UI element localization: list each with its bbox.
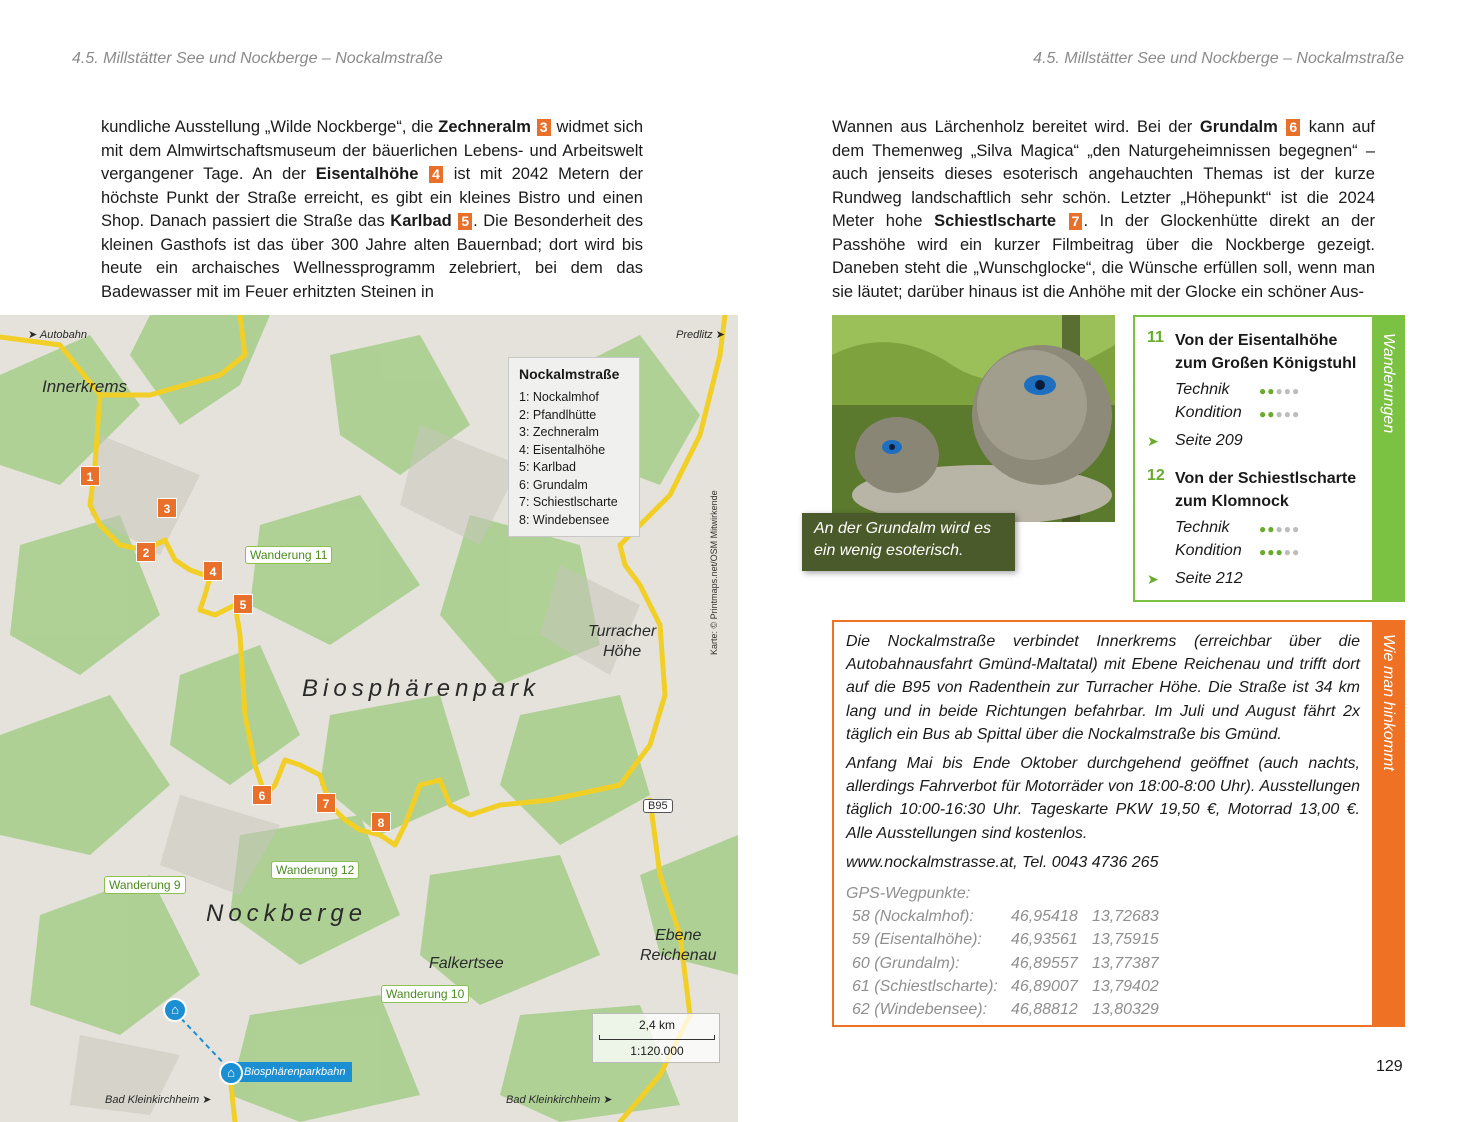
hike-box-side-label: Wanderungen xyxy=(1380,333,1397,434)
map-label-turracher-hoehe: Turracher Höhe xyxy=(588,623,657,660)
map-hike-tag-11: Wanderung 11 xyxy=(245,546,332,564)
map-scale-bar xyxy=(592,1013,720,1063)
scale-distance: 2,4 km xyxy=(638,1018,675,1032)
gps-lat: 46,89007 xyxy=(1011,977,1078,995)
poi-number-3: 3 xyxy=(537,119,551,136)
hike-title: Von der Schiestlscharte zum Klomnock xyxy=(1175,470,1357,510)
gps-row xyxy=(846,928,1159,951)
map-credit: Karte: © Printmaps.net/OSM Mitwirkende xyxy=(709,490,719,655)
map-label-falkertsee: Falkertsee xyxy=(429,955,504,972)
poi-number-4: 4 xyxy=(429,166,443,183)
gps-row xyxy=(846,975,1159,998)
info-paragraph-hours: Anfang Mai bis Ende Oktober durchgehend geöffnet (auch nachts, allerdings Fahrverbot für Motorräder von 18:00-8:00 Uhr). Ausstellungen täglich 10:00-16:30 Uhr. Tageskarte PKW 19,50 €, Motorrad 13,00 €. Alle Ausstellungen sind kostenlos. xyxy=(846,755,1360,842)
gps-lon: 13,75915 xyxy=(1092,931,1159,949)
hike-box xyxy=(1133,315,1405,602)
text-run: Wannen aus Lärchenholz bereitet wird. Bei der xyxy=(832,118,1200,136)
gps-lon: 13,79402 xyxy=(1092,977,1159,995)
technik-label: Technik xyxy=(1175,519,1230,536)
legend-item: 5: Karlbad xyxy=(519,460,576,474)
map-legend-title: Nockalmstraße xyxy=(519,366,620,382)
map-marker-2: 2 xyxy=(136,542,156,562)
arrow-right-icon: ➤ xyxy=(1147,571,1159,587)
kondition-label: Kondition xyxy=(1175,542,1242,559)
map-label-predlitz: Predlitz ➤ xyxy=(676,329,725,341)
cable-car-icon: ⌂ xyxy=(163,998,187,1022)
kondition-label: Kondition xyxy=(1175,404,1242,421)
scale-line xyxy=(599,1035,715,1040)
gps-lon: 13,72683 xyxy=(1092,908,1159,926)
text-run: . Die Besonderheit des kleinen Gasthofs ist das über 300 Jahre alten Bauernbad; dort wird bis heute ein archaisches Wellnessprogramm zelebriert, bei dem das Badewasser mit im Feuer erhitzten Steinen in xyxy=(101,212,643,301)
cable-car-icon: ⌂ xyxy=(219,1061,243,1085)
legend-item: 7: Schiestlscharte xyxy=(519,495,618,509)
info-paragraph-contact[interactable]: www.nockalmstrasse.at, Tel. 0043 4736 265 xyxy=(846,853,1159,871)
kondition-rating: ●●●●● xyxy=(1259,545,1301,559)
map-marker-3: 3 xyxy=(157,498,177,518)
place-zechneralm: Zechneralm xyxy=(438,118,531,136)
info-paragraph-route: Die Nockalmstraße verbindet Innerkrems (erreichbar über die Autobahnausfahrt Gmünd-Maltatal) mit Ebene Reichenau und trifft dort auf die B95 von Radenthein zur Turracher Höhe. Die Straße ist 34 km lang und in beide Richtungen befahrbar. Im Juli und August fährt 2x täglich ein Bus ab Spittal über die Nockalmstraße bis Gmünd. xyxy=(846,633,1360,743)
place-grundalm: Grundalm xyxy=(1199,118,1278,136)
scale-ratio: 1:120.000 xyxy=(630,1044,684,1058)
map-marker-7: 7 xyxy=(316,793,336,813)
text-run: . In der Glockenhütte direkt an der Passhöhe wird ein kurzer Filmbeitrag über die Nockberge gezeigt. Daneben steht die „Wunschglocke“, die Wünsche erfüllen soll, wenn man sie läutet; darüber hinaus ist die Anhöhe mit der Glocke ein schöner Aus- xyxy=(832,212,1375,301)
map-marker-1: 1 xyxy=(80,466,100,486)
gps-name: 59 (Eisentalhöhe): xyxy=(852,931,982,949)
gps-row xyxy=(846,998,1159,1021)
map-marker-6: 6 xyxy=(252,785,272,805)
gps-title: GPS-Wegpunkte: xyxy=(846,885,971,902)
map-label-bad-kleinkirchheim-right: Bad Kleinkirchheim ➤ xyxy=(506,1094,613,1106)
legend-item: 8: Windebensee xyxy=(519,512,610,527)
gps-lat: 46,89557 xyxy=(1011,954,1078,972)
legend-item: 3: Zechneralm xyxy=(519,425,599,439)
text-run: kann auf dem Themenweg „Silva Magica“ „den Naturgeheimnissen begegnen“ – auch jenseits dieses esoterisch angehauchten Themas ist der kurze Rundweg landschaftlich sehr schön. Letzter „Höhepunkt“ ist die 2024 Meter hohe xyxy=(832,118,1375,230)
hike-title: Von der Eisentalhöhe zum Großen Königstuhl xyxy=(1175,332,1357,372)
info-box-getting-there xyxy=(832,620,1405,1027)
gps-row xyxy=(846,905,1159,928)
page-number: 129 xyxy=(1376,1058,1403,1075)
hike-page-ref[interactable]: Seite 209 xyxy=(1175,432,1243,449)
running-head-right: 4.5. Millstätter See und Nockberge – Nockalmstraße xyxy=(1033,50,1404,67)
bad-kleinkirchheim-text: Bad Kleinkirchheim xyxy=(506,1094,601,1106)
gps-lat: 46,88812 xyxy=(1011,1000,1078,1018)
map-label-autobahn: ➤ Autobahn xyxy=(28,329,87,341)
map-label-ebene-reichenau: Ebene Reichenau xyxy=(640,927,717,964)
map-legend xyxy=(508,357,640,537)
predlitz-text: Predlitz xyxy=(676,329,713,341)
text-run: kundliche Ausstellung „Wilde Nockberge“, die xyxy=(101,118,439,136)
info-box-side-tab xyxy=(1372,622,1403,1025)
map-label-biosphaerenparkbahn: Biosphärenparkbahn xyxy=(226,1062,352,1082)
photo-illustration xyxy=(832,315,1115,522)
map-marker-5: 5 xyxy=(233,594,253,614)
legend-item: 4: Eisentalhöhe xyxy=(519,442,606,457)
gps-lon: 13,80329 xyxy=(1092,1000,1159,1018)
kondition-rating: ●●●●● xyxy=(1259,407,1301,421)
poi-number-7: 7 xyxy=(1069,213,1083,230)
info-content xyxy=(846,630,1360,880)
map-hike-tag-12: Wanderung 12 xyxy=(271,861,359,879)
place-eisentalhoehe: Eisentalhöhe xyxy=(315,165,419,183)
poi-number-5: 5 xyxy=(458,213,472,230)
map-label-nockberge: Nockberge xyxy=(206,900,368,927)
nockalmstrasse-map xyxy=(0,315,738,1122)
place-schiestlscharte: Schiestlscharte xyxy=(934,212,1057,230)
gps-waypoints xyxy=(846,882,1159,1021)
gps-name: 60 (Grundalm): xyxy=(852,954,960,972)
map-label-biosphaerenpark: Biosphärenpark xyxy=(302,675,541,702)
hike-number: 11 xyxy=(1147,329,1164,346)
map-marker-8: 8 xyxy=(371,812,391,832)
place-karlbad: Karlbad xyxy=(390,212,452,230)
poi-number-6: 6 xyxy=(1286,119,1300,136)
info-box-side-label: Wie man hinkommt xyxy=(1380,634,1397,771)
gps-name: 62 (Windebensee): xyxy=(852,1000,988,1018)
technik-rating: ●●●●● xyxy=(1259,522,1301,536)
gps-name: 61 (Schiestlscharte): xyxy=(852,977,998,995)
photo-caption: An der Grundalm wird es ein wenig esoterisch. xyxy=(802,513,1015,571)
photo-grundalm-stones xyxy=(832,315,1115,522)
running-head-left: 4.5. Millstätter See und Nockberge – Nockalmstraße xyxy=(72,50,443,67)
text-run: ist mit 2042 Metern der höchste Punkt der Straße erreicht, es gibt ein kleines Bistro und einen Shop. Danach passiert die Straße das xyxy=(101,165,643,230)
legend-item: 1: Nockalmhof xyxy=(519,390,599,404)
hike-number: 12 xyxy=(1147,467,1165,484)
body-text-left xyxy=(101,116,643,306)
arrow-right-icon: ➤ xyxy=(1147,433,1159,449)
gps-lat: 46,95418 xyxy=(1011,908,1078,926)
technik-label: Technik xyxy=(1175,381,1230,398)
gps-lon: 13,77387 xyxy=(1092,954,1159,972)
map-hike-tag-10: Wanderung 10 xyxy=(381,985,469,1003)
map-label-bad-kleinkirchheim-left: Bad Kleinkirchheim ➤ xyxy=(105,1094,212,1106)
map-hike-tag-9: Wanderung 9 xyxy=(104,876,186,894)
gps-name: 58 (Nockalmhof): xyxy=(852,908,974,926)
body-text-right xyxy=(832,116,1375,306)
road-sign-b95: B95 xyxy=(643,799,673,813)
gps-lat: 46,93561 xyxy=(1011,931,1078,949)
map-marker-4: 4 xyxy=(203,561,223,581)
autobahn-text: Autobahn xyxy=(39,329,87,341)
legend-item: 6: Grundalm xyxy=(519,477,588,492)
hike-box-side-tab xyxy=(1372,317,1403,600)
legend-item: 2: Pfandlhütte xyxy=(519,407,597,422)
bad-kleinkirchheim-text: Bad Kleinkirchheim xyxy=(105,1094,200,1106)
text-run: widmet sich mit dem Almwirtschaftsmuseum der bäuerlichen Lebens- und Arbeitswelt vergangener Tage. An der xyxy=(101,118,643,183)
gps-row xyxy=(846,952,1159,975)
map-label-innerkrems: Innerkrems xyxy=(42,377,128,396)
hike-page-ref[interactable]: Seite 212 xyxy=(1175,570,1243,587)
technik-rating: ●●●●● xyxy=(1259,384,1301,398)
